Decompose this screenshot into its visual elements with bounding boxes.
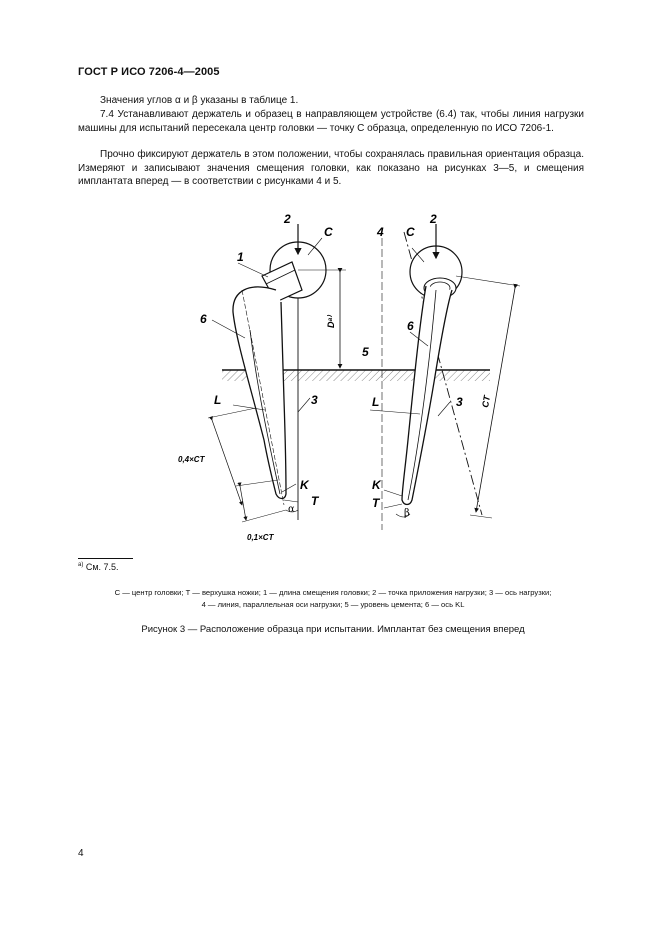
footnote-mark: a) [78,562,84,568]
paragraph-angles: Значения углов α и β указаны в таблице 1. [100,95,299,106]
label-2-left: 2 [284,212,291,226]
label-K-right: K [372,478,381,492]
legend-line-1: C — центр головки; T — верхушка ножки; 1 — длина смещения головки; 2 — точка приложения нагрузки; 3 — ось нагрузки; [114,588,552,597]
figure-legend [80,587,586,610]
label-C-right: C [406,225,415,239]
label-dim-01ct: 0,1×CT [247,533,274,542]
footnote-text: См. 7.5. [85,562,119,572]
document-header: ГОСТ Р ИСО 7206-4—2005 [78,66,220,78]
footnote-rule [78,558,133,559]
label-dim-04ct: 0,4×CT [178,455,205,464]
label-6-left: 6 [200,312,207,326]
label-T-right: T [372,496,380,510]
label-alpha: α [288,504,295,515]
label-beta: β [404,508,410,519]
label-4: 4 [377,225,384,239]
legend-line-2: 4 — линия, параллельная оси нагрузки; 5 — уровень цемента; 6 — ось KL [201,599,465,609]
label-6-right: 6 [407,319,414,333]
label-2-right: 2 [430,212,437,226]
label-C-left: C [324,225,333,239]
page-number: 4 [78,848,84,859]
label-CT: CT [480,394,493,409]
label-1: 1 [237,250,244,264]
label-T-left: T [311,494,319,508]
label-3-left: 3 [311,393,318,407]
label-5: 5 [362,345,369,359]
paragraph-7-4: 7.4 Устанавливают держатель и образец в направляющем устройстве (6.4) так, чтобы линия нагрузки машины для испытаний пересекала центр головки — точку C образца, определенную по ИСО 7206-1. [78,109,584,134]
label-D: Dᵃ⁾ [326,315,336,328]
paragraph-fixation: Прочно фиксируют держатель в этом положении, чтобы сохранялась правильная ориентация образца. Измеряют и записывают значения смещения головки, как показано на рисунках 3—5, и смещения имплантата вперед — в соответствии с рисунками 4 и 5. [78,149,584,187]
label-L-right: L [372,395,380,409]
footnote [78,562,119,572]
label-L-left: L [214,393,222,407]
label-3-right: 3 [456,395,463,409]
figure-caption: Рисунок 3 — Расположение образца при испытании. Имплантат без смещения вперед [141,624,525,635]
label-K-left: K [300,478,309,492]
